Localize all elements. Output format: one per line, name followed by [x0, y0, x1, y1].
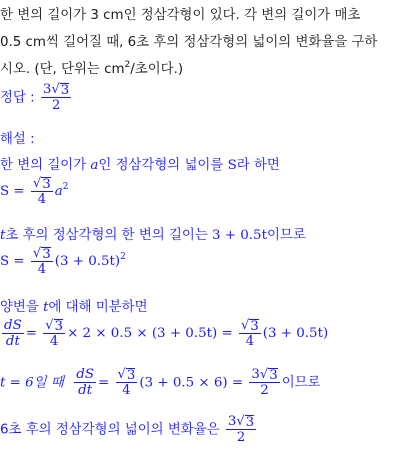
radical-sign: √ [45, 318, 54, 333]
unit-exponent: 2 [124, 60, 131, 70]
eq4-result [249, 367, 279, 398]
eq1-fraction [31, 176, 53, 207]
step3-post: 에 대해 미분하면 [48, 300, 148, 315]
eq3-mid: × 2 × 0.5 × (3 + 0.5t) = [67, 326, 233, 341]
eq2-denominator: 4 [37, 262, 47, 277]
radical-sign: √ [51, 82, 60, 97]
eq3-dnum: dS [4, 318, 22, 333]
solution-step-2 [0, 224, 306, 243]
answer-label: 정답 : [0, 90, 35, 106]
eq3-radicand-2: 3 [250, 319, 259, 334]
equation-3 [0, 318, 328, 349]
radical-sign: √ [32, 246, 42, 261]
eq1-exponent: 2 [62, 182, 69, 192]
eq2-exponent: 2 [120, 252, 126, 262]
step5-pre: 6초 후의 정삼각형의 넓이의 변화율은 [0, 422, 220, 438]
eq3-fraction [43, 318, 65, 349]
eq4-equals: = [98, 375, 110, 391]
solution-step-1 [0, 154, 280, 173]
step1-S: S [227, 158, 237, 173]
eq3-tail: (3 + 0.5t) [262, 326, 329, 341]
eq4-derivative [74, 367, 96, 398]
problem-line-3-post: /초이다.) [130, 62, 184, 77]
problem-line-1: 한 변의 길이가 3 cm인 정삼각형이 있다. 각 변의 길이가 매초 [0, 8, 361, 23]
eq2-radicand: 3 [42, 247, 51, 262]
eq3-denominator-2: 4 [245, 334, 255, 349]
radical-sign: √ [117, 367, 126, 382]
eq3-denominator: 4 [49, 334, 59, 349]
eq1-lhs: S = [0, 184, 25, 199]
answer-line [0, 82, 73, 113]
solution-label: 해설 : [0, 132, 35, 147]
problem-line-3 [0, 58, 183, 77]
answer-denominator: 2 [51, 98, 61, 113]
step2-post: 이므로 [266, 228, 306, 243]
eq2-expr: (3 + 0.5t) [54, 254, 121, 269]
solution-step-5 [0, 414, 258, 445]
eq4-radicand-2: 3 [269, 368, 278, 383]
eq1-var: a [54, 184, 63, 199]
answer-coef: 3 [42, 82, 52, 97]
eq4-pre: t = 6일 때 [0, 375, 64, 391]
step1-var: a [90, 158, 99, 173]
radical-sign: √ [236, 414, 245, 429]
final-denominator: 2 [236, 430, 246, 445]
eq4-dnum: dS [76, 367, 95, 382]
eq4-post: 이므로 [281, 375, 321, 391]
radical-sign: √ [240, 318, 250, 333]
eq3-fraction-2 [239, 318, 261, 349]
final-answer-fraction [226, 414, 256, 445]
eq3-derivative [2, 318, 24, 349]
eq4-denominator: 4 [122, 383, 131, 398]
eq2-lhs: S = [0, 254, 25, 269]
eq1-radicand: 3 [42, 177, 51, 192]
answer-fraction [41, 82, 71, 113]
radical-sign: √ [32, 176, 42, 191]
step2-mid: 초 후의 정삼각형의 한 변의 길이는 [5, 228, 213, 243]
step1-mid: 인 정삼각형의 넓이를 [98, 158, 228, 173]
step3-pre: 양변을 [0, 300, 44, 315]
final-coef: 3 [227, 414, 237, 429]
answer-radicand: 3 [60, 83, 70, 98]
eq2-fraction [31, 246, 53, 277]
step1-post: 라 하면 [236, 158, 280, 173]
eq3-equals: = [25, 326, 37, 341]
solution-step-3 [0, 296, 148, 315]
step3-var: t [43, 300, 49, 315]
equation-4 [0, 367, 321, 398]
eq3-dden: dt [5, 334, 20, 349]
eq3-radicand: 3 [54, 319, 64, 334]
equation-1 [0, 176, 68, 207]
problem-line-2: 0.5 cm씩 길어질 때, 6초 후의 정삼각형의 넓이의 변화율을 구하 [0, 35, 378, 50]
eq4-fraction [116, 367, 138, 398]
eq4-denominator-2: 2 [260, 383, 269, 398]
step1-pre: 한 변의 길이가 [0, 158, 91, 173]
equation-2 [0, 246, 126, 277]
step2-var: t [0, 228, 6, 243]
step2-expr: 3 + 0.5t [212, 228, 267, 243]
eq4-radicand: 3 [126, 368, 136, 383]
eq1-denominator: 4 [37, 192, 47, 207]
eq4-dden: dt [78, 383, 93, 398]
eq4-mid: (3 + 0.5 × 6) = [139, 375, 244, 391]
final-radicand: 3 [245, 415, 255, 430]
eq4-coef: 3 [251, 367, 260, 382]
radical-sign: √ [259, 367, 269, 382]
problem-line-3-pre: 시오. (단, 단위는 cm [0, 62, 125, 77]
